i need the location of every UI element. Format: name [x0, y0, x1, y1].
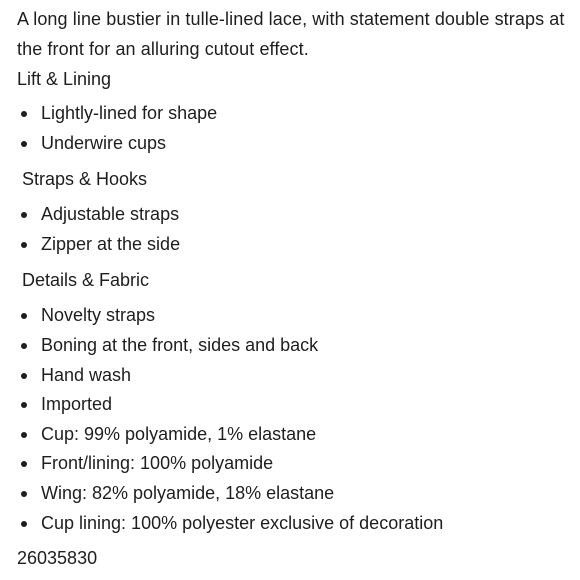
bullet-icon	[21, 461, 27, 467]
list-item	[17, 129, 573, 159]
list-item-text: Boning at the front, sides and back	[41, 334, 319, 355]
list-item	[17, 479, 573, 509]
product-details	[17, 4, 573, 573]
list-item	[17, 361, 573, 391]
list-item-text: Wing: 82% polyamide, 18% elastane	[41, 482, 335, 503]
lift-lining-list	[17, 99, 573, 158]
section-title-straps-hooks: Straps & Hooks	[22, 169, 148, 190]
list-item-text: Adjustable straps	[41, 204, 180, 225]
bullet-icon	[21, 373, 27, 379]
bullet-icon	[21, 521, 27, 527]
list-item-text: Zipper at the side	[41, 233, 181, 254]
bullet-icon	[21, 141, 27, 147]
bullet-icon	[21, 242, 27, 248]
section-title-details-fabric: Details & Fabric	[22, 270, 150, 291]
bullet-icon	[21, 111, 27, 117]
bullet-icon	[21, 212, 27, 218]
list-item	[17, 509, 573, 539]
details-fabric-list	[17, 301, 573, 538]
list-item	[17, 99, 573, 129]
list-item	[17, 301, 573, 331]
list-item	[17, 200, 573, 230]
list-item	[17, 449, 573, 479]
bullet-icon	[21, 313, 27, 319]
list-item-text: Imported	[41, 394, 113, 415]
list-item-text: Novelty straps	[41, 305, 156, 326]
list-item	[17, 420, 573, 450]
list-item	[17, 230, 573, 260]
straps-hooks-list	[17, 200, 573, 259]
list-item-text: Underwire cups	[41, 132, 167, 153]
list-item-text: Cup lining: 100% polyester exclusive of decoration	[41, 512, 444, 533]
bullet-icon	[21, 432, 27, 438]
list-item-text: Cup: 99% polyamide, 1% elastane	[41, 423, 317, 444]
list-item-text: Hand wash	[41, 364, 132, 385]
list-item	[17, 390, 573, 420]
bullet-icon	[21, 491, 27, 497]
bullet-icon	[21, 343, 27, 349]
bullet-icon	[21, 402, 27, 408]
list-item-text: Lightly-lined for shape	[41, 103, 218, 123]
section-title-lift-lining: Lift & Lining	[17, 69, 112, 89]
list-item-text: Front/lining: 100% polyamide	[41, 453, 274, 474]
list-item	[17, 331, 573, 361]
product-code: 26035830	[17, 548, 98, 569]
product-description: A long line bustier in tulle-lined lace, with statement double straps at the front for an alluring cutout effect.	[17, 9, 565, 59]
